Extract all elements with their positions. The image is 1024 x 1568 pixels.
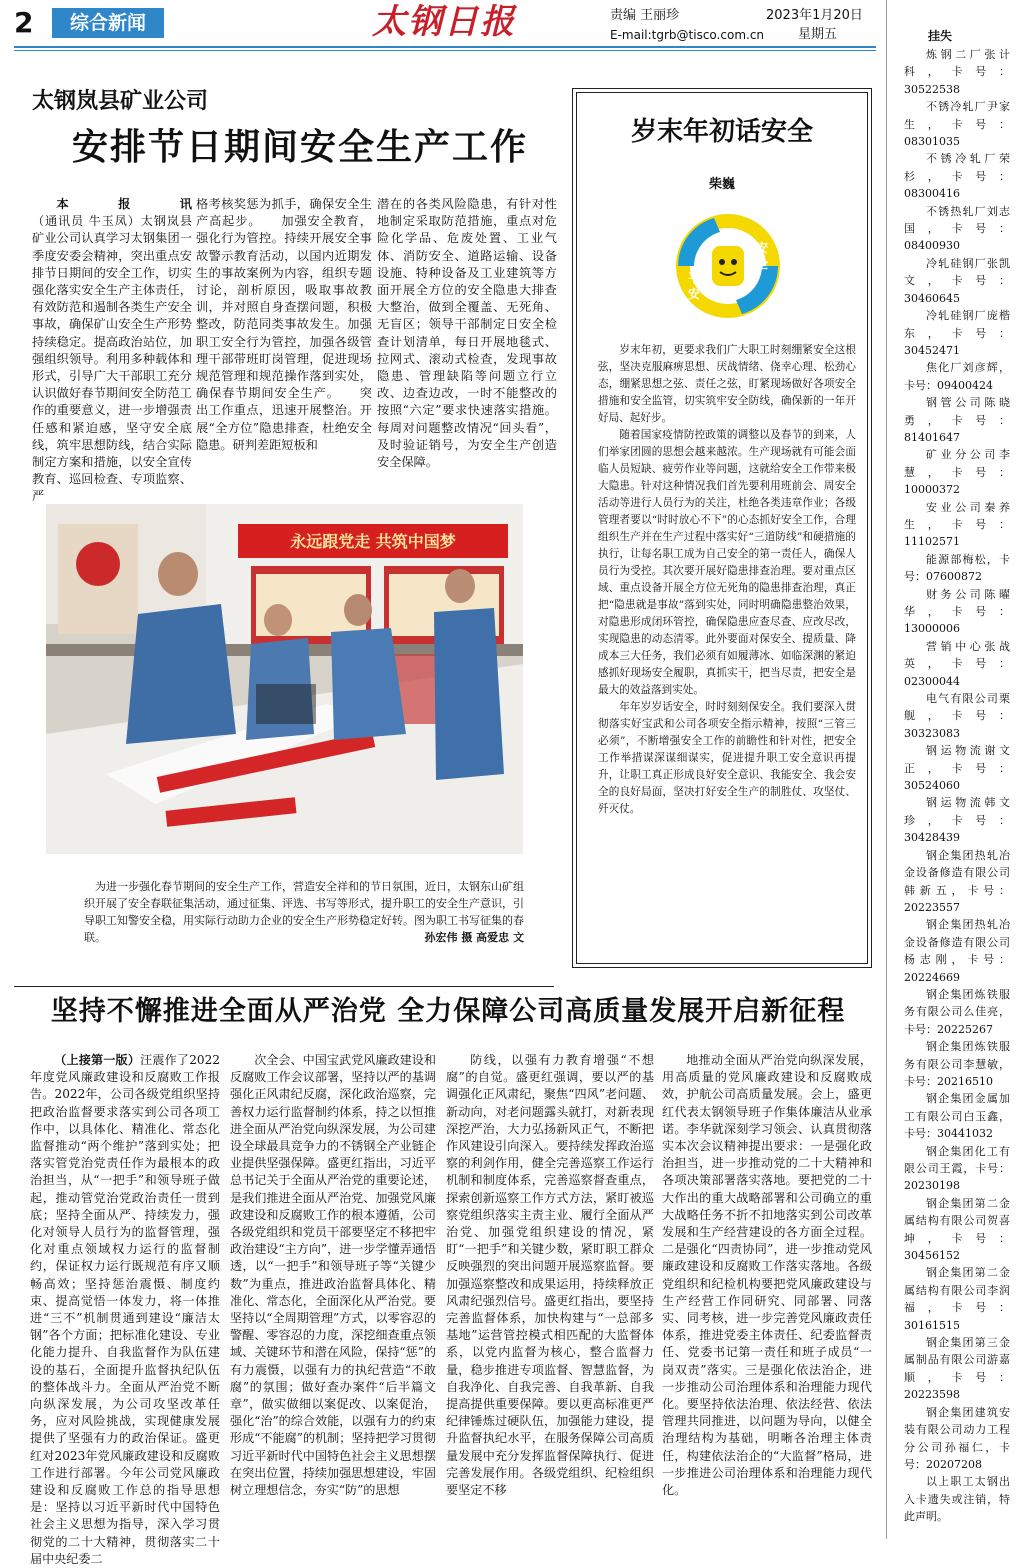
- lost-notice-item: 钢运物流韩文珍，卡号：30428439: [904, 796, 1010, 845]
- editor-email: E-mail:tgrb@tisco.com.cn: [610, 28, 765, 42]
- section-label: 综合新闻: [52, 8, 164, 38]
- lost-notice-item: 不锈热轧厂刘志国，卡号：08400930: [904, 204, 1010, 253]
- lead-column-2: 格考核奖惩为抓手，确保安全生产高起步。 加强安全教育，强化行为管控。持续开展安全事故警示教育活动，以国内近期发生的事故案例为内容，组织专题讨论，剖析原因，吸取事故教训，并对照自身查摆问题，积极整改，防范同类事故发生。加强职工安全行为管控，加强各级管理干部带班盯岗管理，促进现场规范管理和规范操作落到实处，确保春节期间安全生产。 突出工作重点，迅速开展整治。开展“全方位”隐患排查，杜绝安全隐患。研判差距短板和: [196, 197, 372, 452]
- sidebar-title: 岁末年初话安全: [630, 117, 813, 147]
- lost-notice-item: 安业公司秦养生，卡号：11102571: [904, 500, 1010, 549]
- lost-notice-item: 钢企集团第三金属制品有限公司游嘉顺，卡号：20223598: [904, 1336, 1010, 1402]
- lost-notice-item: 钢企集团热轧冶金设备修造有限公司杨志刚，卡号：20224669: [904, 918, 1010, 984]
- second-column-1: [30, 1052, 220, 1566]
- lost-notice-item: 能源部梅松，卡号：07600872: [904, 552, 1010, 584]
- lost-notice-item: 钢企集团第二金属结构有限公司李润福，卡号：30161515: [904, 1266, 1010, 1332]
- lost-notice-title: 挂失: [928, 29, 953, 43]
- lead-byline-note: （通讯员 牛玉凤）: [32, 214, 141, 229]
- photo-caption-text: 为进一步强化春节期间的安全生产工作，营造安全祥和的节日氛围，近日，太钢东山矿组织开展了安全春联征集活动，通过征集、评选、书写等形式，提升职工的安全生产意识，引导职工知警安全稳，用实际行动助力企业的安全生产形势稳定好转。图为职工书写征集的春联。: [84, 880, 524, 944]
- safety-logo-icon: [674, 212, 782, 320]
- second-column-4-text: 地推动全面从严治党向纵深发展，用高质量的党风廉政建设和反腐败成效，护航公司高质量发展。会上，盛更红代表太钢领导班子作集体廉洁从业承诺。李华就深刻学习领会、认真贯彻落实本次会议精神提出要求：一是强化政治担当，进一步推动党的二十大精神和各项决策部署落实落地。要把党的二十大作出的重大战略部署和公司确立的重大战略任务不折不扣地落实到公司改革发展和生产经营建设的各方面全过程。二是强化“四责协同”，进一步推动党风廉政建设和反腐败工作落实落地。各级党组织和纪检机构要把党风廉政建设与生产经营工作同研究、同部署、同落实、同考核，进一步完善党风廉政责任体系，推进党委主体责任、纪委监督责任、党委书记第一责任和班子成员“一岗双责”落实。三是强化依法治企，进一步推动公司治理体系和治理能力现代化。要坚持依法治理、依法经营、依法管理共同推进，以问题为导向，以健全治理结构为基础，明晰各治理主体责任，构建依法治企的“大监督”格局，进一步推进公司治理体系和治理能力现代化。: [662, 1053, 872, 1498]
- second-column-4: [662, 1052, 872, 1532]
- second-column-2: [230, 1052, 436, 1532]
- masthead-rule: [14, 46, 876, 48]
- svg-text:安: 安: [688, 287, 701, 301]
- lead-kicker: 太钢岚县矿业公司: [32, 89, 209, 114]
- lost-notice-item: 冷轧硅钢厂庞楷东，卡号：30452471: [904, 309, 1010, 357]
- lost-notice-item: 钢企集团炼铁服务有限公司李慧敏，卡号：20216510: [904, 1040, 1010, 1088]
- second-headline: 坚持不懈推进全面从严治党 全力保障公司高质量发展开启新征程: [50, 996, 846, 1027]
- lost-notice-item: 矿业分公司李慧，卡号：10000372: [904, 448, 1010, 497]
- continued-marker: （上接第一版）: [54, 1053, 141, 1067]
- second-column-1-text: 汪震作了2022年度党风廉政建设和反腐败工作报告。2022年，公司各级党组织坚持把政治监督要求落实到公司各项工作中，以具体化、精准化、常态化监督推动“两个维护”落到实处；把落实管党治党责任作为最根本的政治担当，从“一把手”和领导班子做起，推动管党治党政治责任一贯到底；坚持全面从严、持续发力，强化对领导人员行为的监督管理，强化对重点领域权力运行的监督制约，保证权力运行既规范有序又顺畅高效；坚持惩治震慑、制度约束、提高觉悟一体发力，将一体推进“三不”机制贯通到建设“廉洁太钢”各个方面；把标准化建设、专业化能力提升、自我监督作为队伍建设的基石，全面提升监督执纪队伍的整体战斗力。全面从严治党不断向纵深发展，为公司攻坚改革任务，应对风险挑战，实现健康发展提供了坚强有力的政治保证。盛更红对2023年党风廉政建设和反腐败工作进行部署。今年公司党风廉政建设和反腐败工作总的指导思想是：坚持以习近平新时代中国特色社会主义思想为指导，深入学习贯彻党的二十大精神，贯彻落实二十届中央纪委二: [30, 1053, 220, 1566]
- lost-notice-item: 炼钢二厂张计科，卡号：30522538: [904, 48, 1010, 96]
- svg-text:全: 全: [756, 257, 769, 271]
- sidebar-essay: [598, 342, 856, 954]
- svg-text:安: 安: [756, 241, 769, 255]
- lost-notice-item: 焦化厂刘彦辉，卡号：09400424: [904, 361, 1010, 392]
- lost-notice-item: 冷轧硅钢厂张凯文，卡号：30460645: [904, 256, 1010, 305]
- lead-headline: 安排节日期间安全生产工作: [72, 127, 529, 168]
- photo-banner: 永远跟党走 共筑中国梦: [290, 532, 456, 551]
- lead-column-1: [32, 196, 193, 504]
- essay-paragraph: 年年岁岁话安全，时时刻刻保安全。我们要深入贯彻落实好宝武和公司各项安全指示精神，按照“三管三必须”，不断增强安全工作的前瞻性和针对性，把安全工作举措谋深谋细谋实，促进提升职工安全意识再提升，让职工真正形成良好安全意识、我能安全、我会安全的良好局面，坚决打好安全生产的制胜仗、攻坚仗、歼灭仗。: [598, 701, 856, 815]
- lead-column-1-text: 太钢岚县矿业公司认真学习太钢集团一季度安委会精神，突出重点安排节日期间的安全工作，切实强化落实安全生产主体责任，有效防范和遏制各类生产安全事故，确保矿山安全生产形势持续稳定。提高政治站位，加强组织领导。利用多种载体和形式，引导广大干部职工充分认识做好春节期间安全防范工作的重要意义，进一步增强责任感和紧迫感，坚守安全底线，筑牢思想防线，结合实际制定方案和措施，以安全宣传教育、巡回检查、专项监察、严: [32, 214, 193, 504]
- paper-name-logo: 太钢日报: [372, 2, 516, 42]
- section-divider: [14, 986, 554, 987]
- sidebar-author: 柴巍: [708, 177, 735, 192]
- masthead-rule-thin: [14, 50, 876, 51]
- lost-notice-item: 钢企集团热轧冶金设备修造有限公司韩新五，卡号：20223557: [904, 848, 1010, 914]
- second-column-3-text: 防线，以强有力教育增强“不想腐”的自觉。盛更红强调，要以严的基调强化正风肃纪，聚焦“四风”老问题、新动向，对老问题露头就打，对新表现深挖严治，大力弘扬新风正气，不断把作风建设引向深入。要持续发挥政治巡察的利剑作用，健全完善巡察工作运行机制和制度体系，完善巡察督查重点，探索创新巡察工作方式方法，紧盯被巡察党组织落实主责主业、履行全面从严治党、加强党组织建设的情况，紧盯“一把手”和关键少数，紧盯职工群众反映强烈的突出问题开展巡察监督。要加强巡察整改和成果运用，持续释放正风肃纪强烈信号。盛更红指出，要坚持完善监督体系，加快构建与“一总部多基地”运营管控模式相匹配的大监督体系，以党内监督为核心，整合监督力量，稳步推进专项监督、智慧监督，为自我净化、自我完善、自我革新、自我提高提供重要保障。要以更高标准更严纪律锤炼过硬队伍，加强能力建设，提升监督执纪水平，在服务保障公司高质量发展中充分发挥监督保障执行、促进完善发展作用。各级党组织、纪检组织要坚定不移: [446, 1053, 654, 1498]
- second-column-3: [446, 1052, 654, 1532]
- lost-notice-item: 钢企集团金属加工有限公司白玉鑫，卡号：30441032: [904, 1092, 1010, 1141]
- lost-notice-item: 财务公司陈曜华，卡号：13000006: [904, 587, 1010, 636]
- issue-weekday: 星期五: [798, 27, 838, 42]
- lost-notice-item: 钢企集团第二金属结构有限公司贺喜坤，卡号：30456152: [904, 1196, 1010, 1263]
- lost-notice-item: 电气有限公司栗舰，卡号：30323083: [904, 692, 1010, 740]
- essay-paragraph: 岁末年初，更要求我们广大职工时刻绷紧安全这根弦，坚决克服麻痹思想、厌战情绪、侥幸心理、松劲心态，绷紧思想之弦、责任之弦，盯紧现场做好各项安全措施和安全监管，切实筑牢安全防线，确保新的一年开好局、起好步。: [598, 344, 856, 424]
- lead-byline: 本报讯: [56, 197, 192, 211]
- lost-notice-item: 钢企集团炼铁服务有限公司么佳亮，卡号：20225267: [904, 987, 1010, 1036]
- lost-notice-item: 钢企集团建筑安装有限公司动力工程分公司孙福仁，卡号：20207208: [904, 1405, 1010, 1471]
- svg-text:平: 平: [688, 271, 701, 285]
- rail-divider: [886, 0, 887, 1539]
- lost-notice-list: [904, 46, 1010, 1526]
- editor-credit: 责编 王丽珍: [610, 8, 680, 23]
- lost-notice-item: 不锈冷轧厂尹家生，卡号：08301035: [904, 100, 1010, 149]
- photo-credit: 孙宏伟 摄 高爱忠 文: [424, 931, 524, 944]
- photo-caption: [84, 878, 524, 946]
- lost-notice-item: 不锈冷轧厂荣杉，卡号：08300416: [904, 152, 1010, 201]
- issue-date: 2023年1月20日: [766, 8, 863, 23]
- lead-column-3: 潜在的各类风险隐患，有针对性地制定采取防范措施，重点对危险化学品、危废处置、工业气体、消防安全、道路运输、设备设施、特种设备及工业建筑等方面开展全方位的安全隐患大排查大整治，做到全覆盖、无死角、无盲区；领导干部制定日安全检查计划清单，每日开展地毯式、拉网式、滚动式检查，发现事故隐患、管理缺陷等问题立行立改、边查边改，一时不能整改的按照“六定”要求快速落实措施。每周对问题整改情况“回头看”，及时验证销号，为安全生产创造安全保障。: [377, 197, 557, 470]
- essay-paragraph: 随着国家疫情防控政策的调整以及春节的到来，人们举家团圆的思想会越来越浓。生产现场就有可能会面临人员短缺、疲劳作业等问题，这就给安全工作带来极大隐患。针对这种情况我们首先要利用班前会、周安全活动等进行人员行为的关注，杜绝各类违章作业；各级管理者要以“时时放心不下”的心态抓好安全工作，合理组织生产并在生产过程中落实好“三道防线”和硬措施的执行，让每名职工成为自己安全的第一责任人，确保人员行为受控。其次要开展好隐患排查治理。要对重点区域、重点设备开展全方位无死角的隐患排查治理，真正把“隐患就是事故”落到实处，同时明确隐患整治效果，对隐患形成闭环管控，确保隐患应查尽查、应改尽改，实现隐患的动态清零。此外要面对保安全、提质量、降成本三大任务，我们必须有如履薄冰、如临深渊的紧迫感抓好现场安全履职，真抓实干，把当尽责，把安全是最大的效益落到实处。: [598, 429, 856, 696]
- lost-notice-item: 钢管公司陈晓勇，卡号：81401647: [904, 396, 1010, 444]
- photo-illustration: [46, 504, 523, 854]
- page-number: 2: [14, 6, 34, 39]
- lost-notice-item: 钢运物流谢文正，卡号：30524060: [904, 744, 1010, 793]
- lost-notice-item: 营销中心张战英，卡号：02300044: [904, 639, 1010, 688]
- lost-notice-item: 以上职工太钢出入卡遗失或注销，特此声明。: [904, 1475, 1010, 1524]
- news-photo: [46, 504, 523, 854]
- lost-notice-item: 钢企集团化工有限公司王霞，卡号：20230198: [904, 1144, 1010, 1193]
- second-column-2-text: 次全会、中国宝武党风廉政建设和反腐败工作会议部署，坚持以严的基调强化正风肃纪反腐，深化政治巡察，完善权力运行监督制约体系，持之以恒推进全面从严治党向纵深发展，为公司建设全球最具竞争力的不锈钢全产业链企业提供坚强保障。盛更红指出，习近平总书记关于全面从严治党的重要论述，是我们推进全面从严治党、加强党风廉政建设和反腐败工作的根本遵循，公司各级党组织和党员干部要坚定不移把牢政治建设“主方向”，进一步学懂弄通悟透，以“一把手”和领导班子等“关键少数”为重点，推进政治监督具体化、精准化、常态化，全面深化从严治党。要坚持以“全周期管理”方式，以零容忍的警醒、零容忍的力度，深挖细查重点领域、关键环节和潜在风险，保持“惩”的有力震慑，以强有力的执纪营造“不敢腐”的氛围；做好查办案件“后半篇文章”，做实做细以案促改、以案促治，强化“治”的综合效能，以强有力的约束形成“不能腐”的机制；坚持把学习贯彻习近平新时代中国特色社会主义思想摆在突出位置，持续加强思想建设，牢固树立理想信念，夯实“防”的思想: [230, 1053, 436, 1498]
